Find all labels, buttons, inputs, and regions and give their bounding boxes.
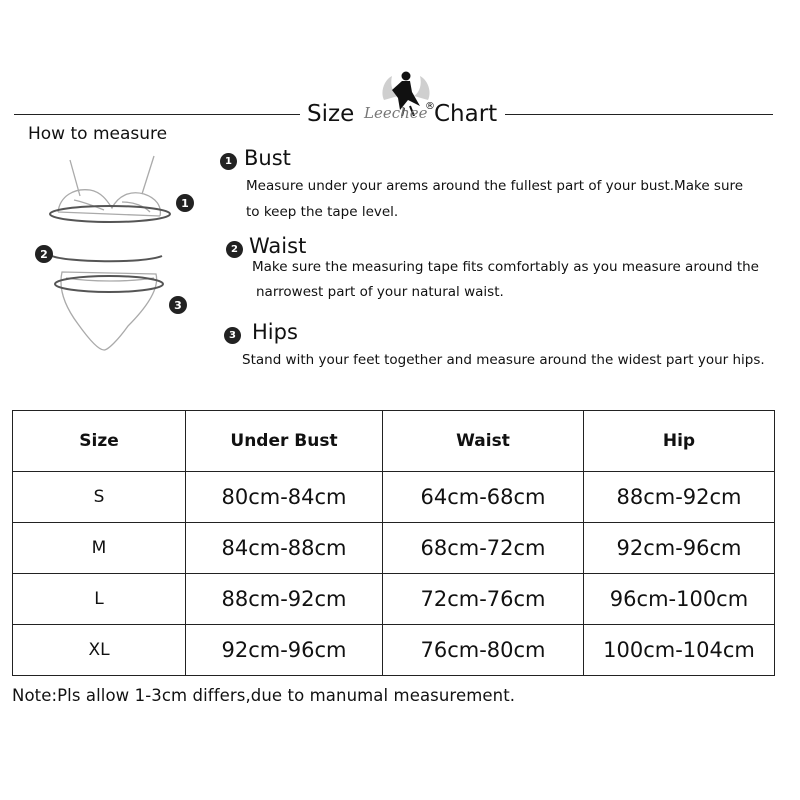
header-under-bust: Under Bust (186, 411, 383, 472)
under-bust-cell: 84cm-88cm (186, 523, 383, 574)
waist-cell: 76cm-80cm (383, 625, 584, 676)
hips-desc-line-1: Stand with your feet together and measure around the widest part your hips. (242, 352, 765, 368)
size-table (12, 410, 775, 676)
size-cell: XL (13, 625, 186, 676)
size-cell: L (13, 574, 186, 625)
table-row (13, 574, 775, 625)
waist-cell: 64cm-68cm (383, 472, 584, 523)
size-cell: M (13, 523, 186, 574)
waist-number-icon: 2 (226, 241, 243, 258)
under-bust-cell: 92cm-96cm (186, 625, 383, 676)
hip-cell: 96cm-100cm (584, 574, 775, 625)
header-waist: Waist (383, 411, 584, 472)
size-cell: S (13, 472, 186, 523)
bikini-figure-icon (32, 150, 172, 360)
hips-title: Hips (252, 320, 298, 344)
header-rule-right (505, 114, 773, 115)
table-row (13, 523, 775, 574)
hips-marker-icon: 3 (169, 296, 187, 314)
hip-cell: 92cm-96cm (584, 523, 775, 574)
waist-cell: 68cm-72cm (383, 523, 584, 574)
header-rule-left (14, 114, 300, 115)
waist-desc-line-2: narrowest part of your natural waist. (256, 284, 504, 300)
bust-marker-icon: 1 (176, 194, 194, 212)
measurement-note: Note:Pls allow 1-3cm differs,due to manumal measurement. (12, 686, 516, 705)
under-bust-cell: 80cm-84cm (186, 472, 383, 523)
hip-cell: 100cm-104cm (584, 625, 775, 676)
header-size: Size (13, 411, 186, 472)
table-header-row (13, 411, 775, 472)
waist-desc-line-1: Make sure the measuring tape fits comfortably as you measure around the (252, 259, 759, 275)
waist-marker-icon: 2 (35, 245, 53, 263)
under-bust-cell: 88cm-92cm (186, 574, 383, 625)
registered-mark: ® (425, 101, 435, 112)
header-hip: Hip (584, 411, 775, 472)
table-row (13, 472, 775, 523)
table-row (13, 625, 775, 676)
header-brand-name: Leechee (364, 104, 428, 122)
header-chart-word: Chart (434, 101, 498, 127)
bust-title: Bust (244, 146, 291, 170)
hip-cell: 88cm-92cm (584, 472, 775, 523)
how-to-measure-label: How to measure (28, 124, 168, 144)
waist-title: Waist (249, 234, 307, 258)
bust-number-icon: 1 (220, 153, 237, 170)
waist-cell: 72cm-76cm (383, 574, 584, 625)
bust-desc-line-2: to keep the tape level. (246, 204, 399, 220)
hips-number-icon: 3 (224, 327, 241, 344)
bust-desc-line-1: Measure under your arems around the fullest part of your bust.Make sure (246, 178, 744, 194)
header-size-word: Size (307, 101, 355, 127)
